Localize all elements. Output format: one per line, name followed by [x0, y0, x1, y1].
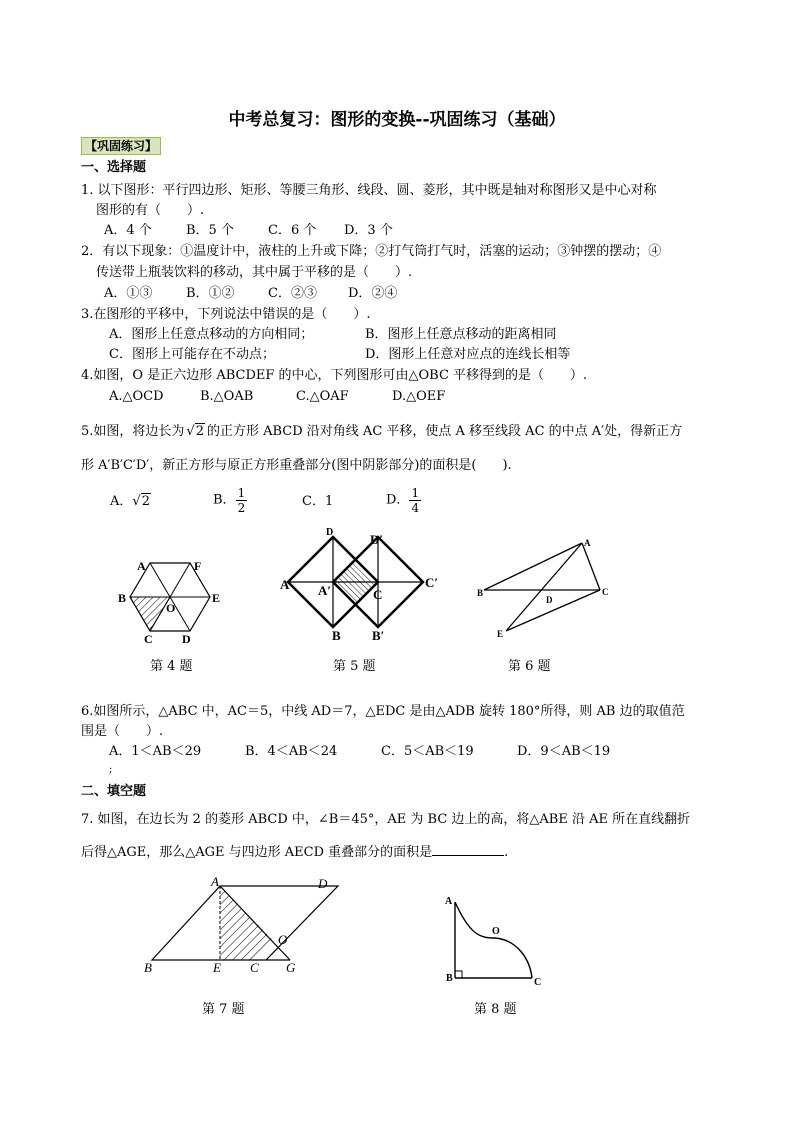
label-d: D [326, 527, 334, 538]
q2-option-b: B．①② [186, 286, 235, 301]
figure-4-caption: 第 4 题 [150, 659, 193, 674]
q5-option-b-label: B． [213, 492, 236, 508]
q1-line2: 图形的有（ ）. [96, 203, 205, 218]
figure-6-triangle [474, 533, 614, 643]
label-e: E [213, 960, 221, 975]
label-a: A [445, 896, 453, 907]
q4-option-b: B.△OAB [200, 389, 254, 404]
fraction-numerator: 1 [237, 486, 246, 500]
q5-line2: 形 A′B′C′D′，新正方形与原正方形重叠部分(图中阴影部分)的面积是( ). [81, 458, 512, 473]
figure-4-hexagon [110, 555, 230, 645]
label-d: D [182, 632, 191, 645]
figure-6-caption: 第 6 题 [508, 659, 551, 674]
label-c-prime: C′ [425, 575, 439, 590]
q5-line1-end: 的正方形 ABCD 沿对角线 AC 平移，使点 A 移至线段 AC 的中点 A′处，得新正方 [206, 424, 683, 439]
right-angle-mark [455, 971, 462, 978]
q3-option-a: A．图形上任意点移动的方向相同； [109, 327, 314, 342]
q5-line1-start: 5.如图，将边长为 [81, 424, 185, 439]
label-o: O [166, 601, 176, 615]
q5-option-d-label: D． [386, 492, 410, 508]
label-b: B [118, 591, 127, 605]
q2-line2: 传送带上瓶装饮料的移动，其中属于平移的是（ ）. [96, 265, 413, 280]
label-c: C [144, 632, 153, 645]
label-d: D [318, 876, 328, 891]
q5-option-c: C．1 [302, 494, 334, 509]
q4-option-d: D.△OEF [392, 389, 446, 404]
q5-option-b [213, 486, 247, 522]
curve-aoc [455, 902, 532, 978]
section-choice-heading: 一、选择题 [81, 160, 147, 175]
q5-option-b-fraction [236, 486, 248, 515]
section-fill-heading: 二、填空题 [81, 784, 147, 799]
q4-line1: 4.如图，O 是正六边形 ABCDEF 的中心，下列图形可由△OBC 平移得到的是（ ）. [81, 368, 588, 383]
q7-line1: 7. 如图，在边长为 2 的菱形 ABCD 中，∠B＝45°，AE 为 BC 边上的高，将△ABE 沿 AE 所在直线翻折 [81, 812, 691, 827]
label-a: A [584, 538, 591, 548]
label-b: B [144, 960, 152, 975]
label-g: G [286, 960, 296, 975]
triangle-obc-shaded [130, 597, 170, 631]
label-o: O [278, 932, 288, 947]
q5-option-a [110, 494, 151, 510]
q4-option-a: A.△OCD [109, 389, 164, 404]
q6-option-c: C．5＜AB＜19 [381, 744, 474, 759]
q5-option-d [386, 486, 421, 522]
label-b-prime: B′ [372, 628, 385, 643]
q2-line1: 2．有以下现象：①温度计中，液柱的上升或下降；②打气筒打气时，活塞的运动；③钟摆的摆动；④ [81, 244, 662, 259]
label-c: C [250, 960, 259, 975]
q1-option-a: A．4 个 [104, 223, 152, 238]
label-a: A [137, 559, 146, 573]
q1-line1: 1. 以下图形：平行四边形、矩形、等腰三角形、线段、圆、菱形，其中既是轴对称图形又是中心对称 [81, 183, 657, 198]
q7-line2-end: . [504, 845, 509, 860]
figure-8-curve [440, 890, 550, 990]
label-b: B [477, 588, 484, 598]
q3-option-c: C．图形上可能存在不动点； [109, 347, 275, 362]
fraction-denominator: 2 [237, 501, 246, 515]
section-tag: 【巩固练习】 [81, 137, 161, 155]
q7-line2-text: 后得△AGE，那么△AGE 与四边形 AECD 重叠部分的面积是 [81, 845, 433, 860]
figure-8-caption: 第 8 题 [474, 1002, 517, 1017]
sqrt-icon: √ [132, 494, 141, 509]
figure-5-caption: 第 5 题 [333, 659, 376, 674]
label-b: B [446, 973, 453, 984]
q2-option-a: A．①③ [104, 286, 153, 301]
q2-option-d: D．②④ [348, 286, 398, 301]
q5-option-a-label: A． [110, 494, 133, 509]
q6-line1: 6.如图所示，△ABC 中，AC＝5，中线 AD＝7，△EDC 是由△ADB 旋转 180°所得，则 AB 边的取值范 [81, 704, 685, 719]
q3-option-d: D．图形上任意对应点的连线长相等 [365, 347, 571, 362]
label-e: E [212, 591, 221, 605]
label-d-prime: D′ [370, 532, 384, 547]
label-a: A [280, 577, 290, 592]
q4-option-c: C.△OAF [296, 389, 349, 404]
figure-7-rhombus [140, 874, 350, 978]
label-c: C [602, 587, 609, 597]
q6-option-d: D．9＜AB＜19 [517, 744, 611, 759]
label-a-prime: A′ [318, 583, 332, 598]
label-b: B [332, 628, 341, 643]
q6-stray-mark: ; [109, 764, 113, 775]
q1-option-b: B．5 个 [186, 223, 234, 238]
q3-line1: 3.在图形的平移中，下列说法中错误的是（ ）. [81, 307, 371, 322]
q1-option-d: D．3 个 [344, 223, 393, 238]
q2-option-c: C．②③ [268, 286, 317, 301]
label-c: C [373, 587, 383, 602]
label-f: F [194, 559, 202, 573]
label-c: C [534, 977, 542, 988]
figure-7-caption: 第 7 题 [202, 1002, 245, 1017]
fraction-numerator: 1 [411, 486, 420, 500]
q1-option-c: C．6 个 [268, 223, 317, 238]
label-e: E [497, 629, 504, 639]
label-o: O [492, 926, 500, 937]
q5-sqrt-radicand: 2 [195, 424, 204, 439]
q5-line1 [81, 424, 682, 440]
sqrt-icon: √ [186, 424, 195, 439]
q5-option-d-fraction [409, 486, 421, 515]
q7-line2 [81, 843, 508, 861]
label-a: A [211, 874, 219, 889]
page-title: 中考总复习：图形的变换--巩固练习（基础） [228, 110, 566, 130]
overlap-shaded [220, 886, 275, 960]
q3-option-b: B．图形上任意点移动的距离相同 [365, 327, 557, 342]
q5-sqrt [186, 424, 205, 440]
q6-line2: 围是（ ）. [81, 724, 164, 739]
q5-option-a-radicand: 2 [141, 494, 150, 509]
label-d: D [546, 595, 553, 605]
fraction-denominator: 4 [411, 501, 420, 515]
answer-blank [432, 843, 504, 856]
q6-option-a: A．1＜AB＜29 [109, 744, 202, 759]
q6-option-b: B．4＜AB＜24 [245, 744, 338, 759]
figure-5-squares [280, 525, 440, 643]
